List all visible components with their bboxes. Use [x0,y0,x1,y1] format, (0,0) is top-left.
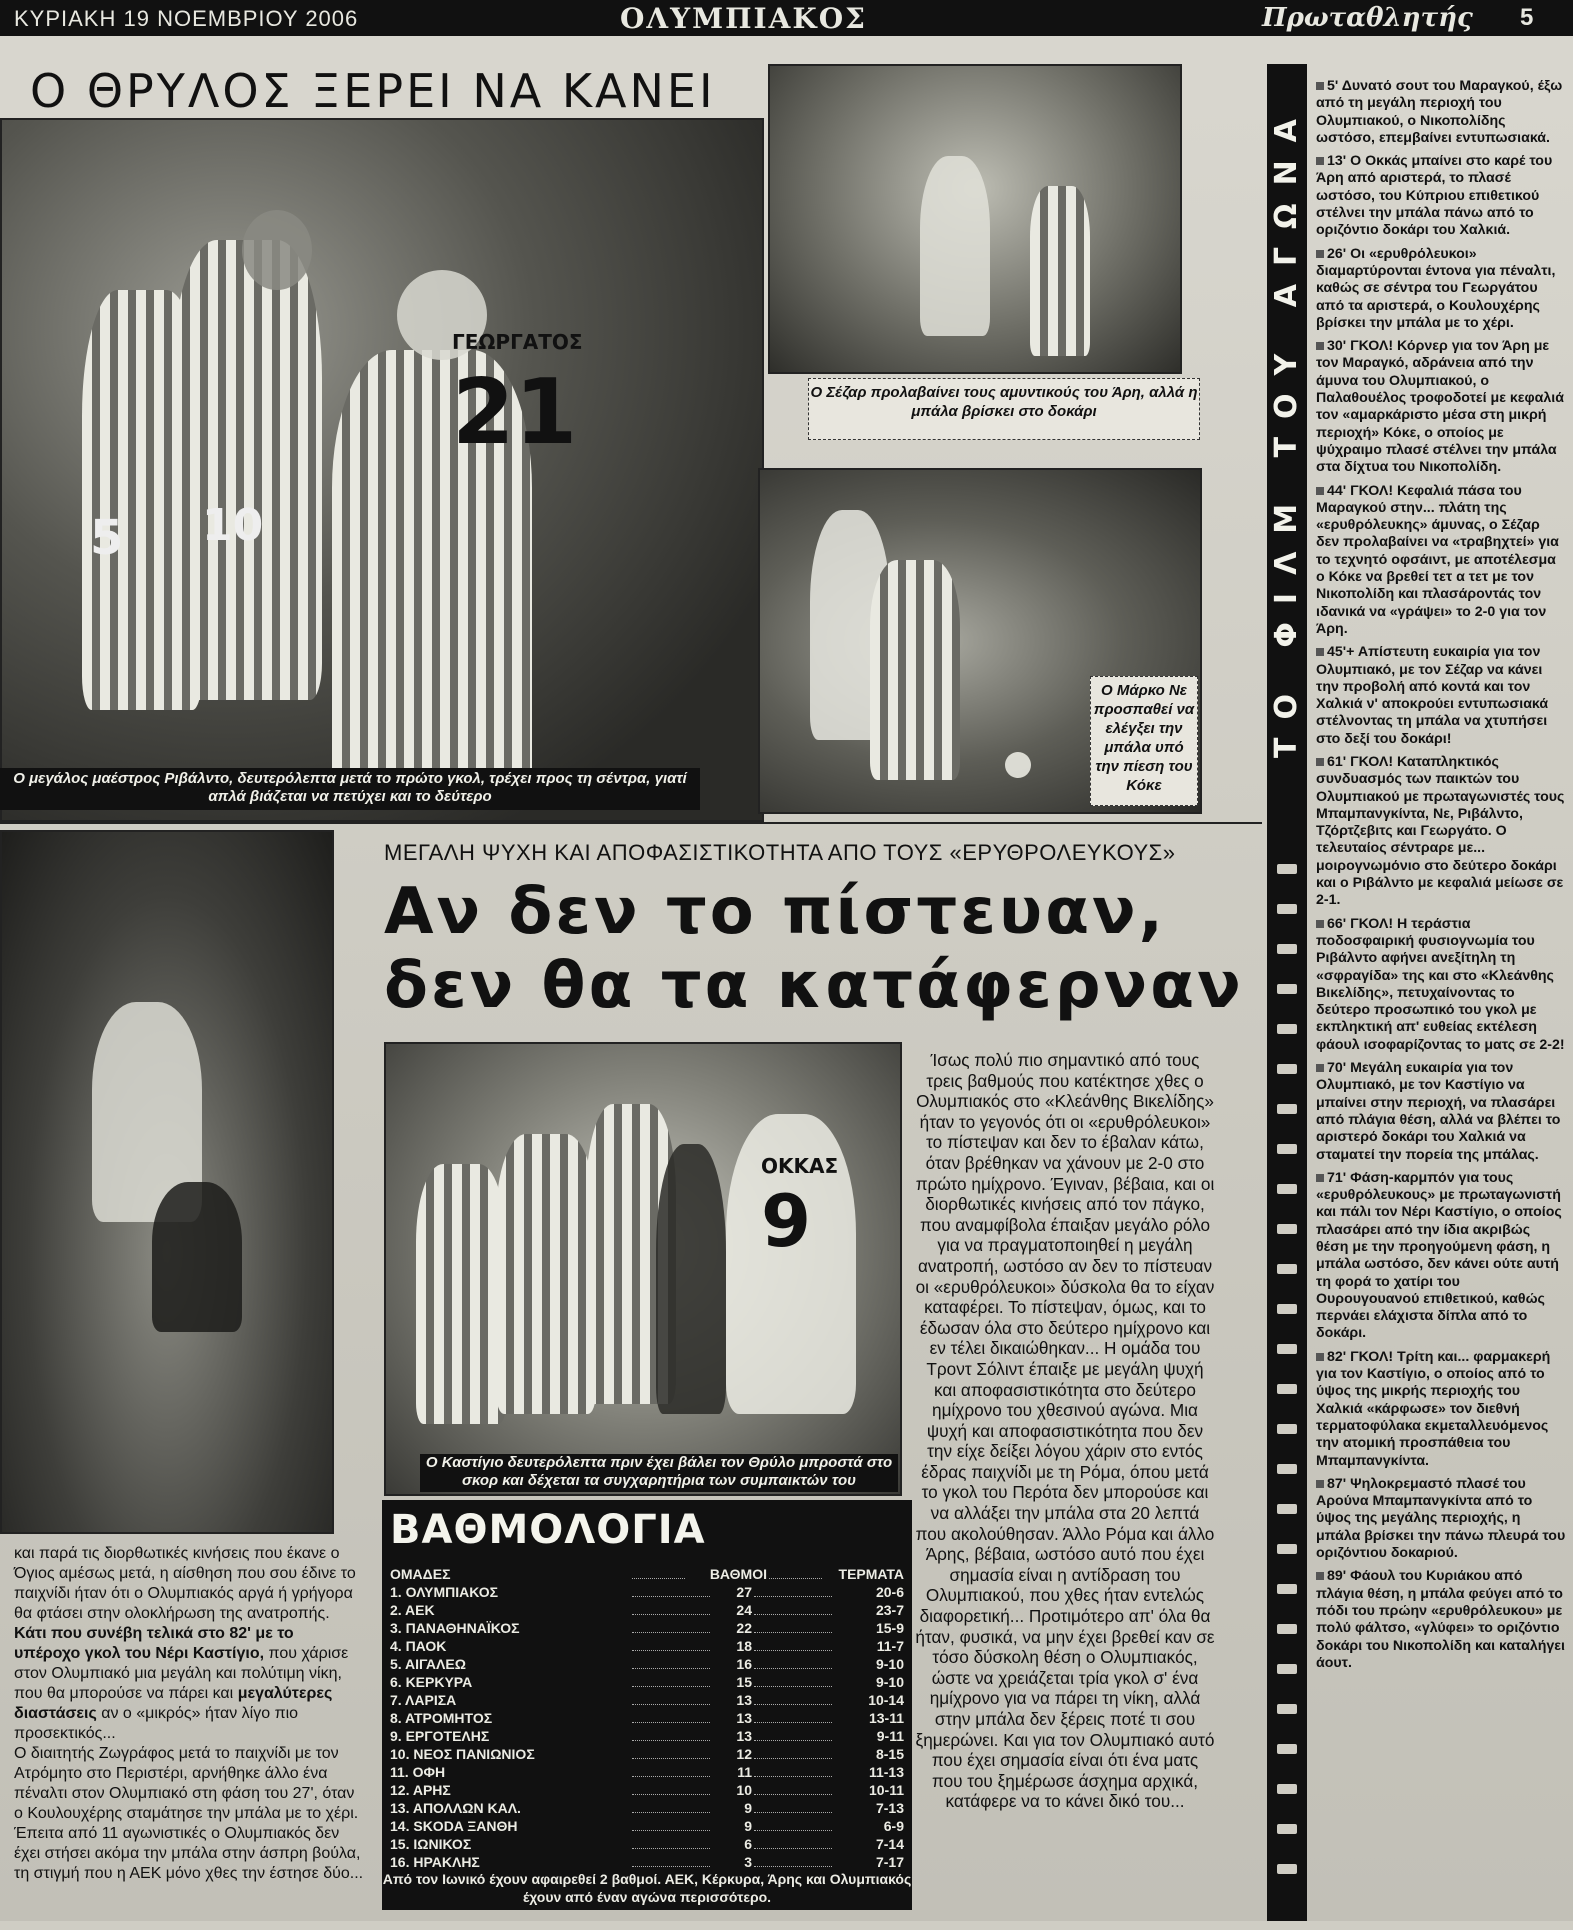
standings-title: ΒΑΘΜΟΛΟΓΙΑ [382,1500,912,1560]
standings-table [382,1500,912,1930]
standings-row: 7. ΛΑΡΙΣΑ 13 10-14 [390,1692,904,1708]
standings-row: 12. ΑΡΗΣ 10 10-11 [390,1782,904,1798]
timeline-item: 5' Δυνατό σουτ του Μαραγκού, έξω από τη μεγάλη περιοχή του Ολυμπιακού, ο Νικοπολίδης ωστόσο, επεμβαίνει εντυπωσιακά. [1316,78,1563,146]
jersey-number: 5 [90,510,124,566]
divider [0,822,1262,824]
match-timeline [1316,78,1566,1678]
timeline-item: 82' ΓΚΟΛ! Τρίτη και... φαρμακερή για τον Καστίγιο, ο οποίος από το ύψος της μικρής περιοχής του Χαλκιά «κάρφωσε» τον διεθνή τερματοφύλακα εκμεταλλευόμενος την ατομική προσπάθεια του Μπαμπανγκίντα. [1316,1348,1551,1469]
masthead [0,0,1573,36]
player-figure [416,1164,506,1424]
article-body-left: και παρά τις διορθωτικές κινήσεις που έκανε ο Όγιος αμέσως μετά, η αίσθηση που σου έδινε το παιχνίδι ήταν ότι ο Ολυμπιακός αργά ή γρήγορα θα φτάσει στην ολοκλήρωση της ανατροπής. Κάτι που συνέβη τελικά στο 82' με το υπέροχο γκολ του Νέρι Καστίγιο, που χάρισε στον Ολυμπιακό μια μεγάλη και πολύτιμη νίκη, που θα μπορούσε να πάρει και μεγαλύτερες διαστάσεις αν ο «μικρός» ήταν λίγο πιο προσεκτικός... Ο διαιτητής Ζωγράφος μετά το παιχνίδι με τον Ατρόμητο στο Περιστέρι, αρνήθηκε άλλο ένα πέναλτι στον Ολυμπιακό στη φάση του 27', όταν ο Κουλουχέρης σταμάτησε την μπάλα με το χέρι. Έπειτα από 11 αγωνιστικές ο Ολυμπιακός δεν έχει στήσει ακόμα την μπάλα στην άσπρη βούλα, τη στιγμή που η ΑΕΚ μόνο χθες την έστησε δύο... [14,1545,364,1882]
standings-row: 2. ΑΕΚ 24 23-7 [390,1602,904,1618]
player-figure [656,1144,726,1414]
timeline-item: 70' Μεγάλη ευκαιρία για τον Ολυμπιακό, με τον Καστίγιο να μπαίνει στην περιοχή, να πλασάρει από πλάγια θέση, αλλά να βλέπει το αριστερό δοκάρι του Χαλκιά να σταματεί την πορεία της μπάλας. [1316,1060,1561,1163]
standings-note: Από τον Ιωνικό έχουν αφαιρεθεί 2 βαθμοί. ΑΕΚ, Κέρκυρα, Άρης και Ολυμπιακός έχουν από έναν αγώνα περισσότερο. [382,1870,912,1910]
player-figure [172,240,322,700]
player-head [242,210,312,290]
top-story-title: Ο ΘΡΥΛΟΣ ΞΕΡΕΙ ΝΑ ΚΑΝΕΙ [30,64,716,118]
photo-rivaldo-celebration [0,118,764,822]
timeline-item: 66' ΓΚΟΛ! Η τεράστια ποδοσφαιρική φυσιογνωμία του Ριβάλντο αφήνει ανεξίτηλη τη «σφραγίδα» της και στο «Κλεάνθης Βικελίδης», πετυχαίνοντας το δεύτερο προσωπικό του γκολ με εκπληκτική απ' ευθείας εκτέλεση φάουλ ισοφαρίζοντας το ματς σε 2-2! [1316,915,1565,1053]
timeline-item: 71' Φάση-καρμπόν για τους «ερυθρόλευκους» με πρωταγωνιστή και πάλι τον Νέρι Καστίγιο, ο οποίος πλασάρει από την ίδια ακριβώς θέση με την προηγούμενη φάση, η μπάλα ωστόσο, δεν κάνει ούτε αυτή τη φορά το χατίρι του Ουρουγουανού επιθετικού, καθώς περνάει ελάχιστα δίπλα από το δοκάρι. [1316,1169,1562,1342]
player-figure [870,560,960,780]
jersey-number: 21 [452,360,578,465]
timeline-item: 44' ΓΚΟΛ! Κεφαλιά πάσα του Μαραγκού στην... πλάτη της «ερυθρόλευκης» άμυνας, ο Σέζαρ δεν προλαβαίνει να «τραβηχτεί» για το τεχνητό οφσάιντ, με αποτέλεσμα ο Κόκε να βρεθεί τετ α τετ με τον Νικοπολίδη και πλασάροντάς τον ιδανικά να «γράψει» το 2-0 για τον Άρη. [1316,482,1559,637]
photo-caption: Ο Σέζαρ προλαβαίνει τους αμυντικούς του Άρη, αλλά η μπάλα βρίσκει στο δοκάρι [808,378,1200,440]
jersey-number: 9 [761,1179,812,1263]
headline-line-2: δεν θα τα κατάφερναν [384,949,1244,1023]
standings-row: 6. ΚΕΡΚΥΡΑ 15 9-10 [390,1674,904,1690]
article-headline [384,875,1264,1023]
jersey-name: ΟΚΚΑΣ [761,1154,839,1178]
standings-row: 8. ΑΤΡΟΜΗΤΟΣ 13 13-11 [390,1710,904,1726]
jersey-name: ΓΕΩΡΓΑΤΟΣ [452,330,583,354]
player-figure [920,156,990,336]
standings-row: 1. ΟΛΥΜΠΙΑΚΟΣ 27 20-6 [390,1584,904,1600]
standings-row: 16. ΗΡΑΚΛΗΣ 3 7-17 [390,1854,904,1870]
timeline-item: 13' Ο Οκκάς μπαίνει στο καρέ του Άρη από αριστερά, το πλασέ ωστόσο, του Κύπριου επιθετικού στέλνει την μπάλα πάνω από το οριζόντιο δοκάρι του Χαλκιά. [1316,153,1553,239]
timeline-item: 45'+ Απίστευτη ευκαιρία για τον Ολυμπιακό, με τον Σέζαρ να κάνει την προβολή από κοντά και τον Χαλκιά ν' αποκρούει εντυπωσιακά στέλνοντας τη μπάλα να χτυπήσει στο δεξί του δοκάρι! [1316,644,1549,747]
standings-row: 15. ΙΩΝΙΚΟΣ 6 7-14 [390,1836,904,1852]
photo-castillo-celebration [384,1042,902,1496]
page-number: 5 [1520,4,1534,31]
standings-row: 10. ΝΕΟΣ ΠΑΝΙΩΝΙΟΣ 12 8-15 [390,1746,904,1762]
player-figure [496,1134,596,1414]
player-figure [1030,186,1090,356]
photo-caption: Ο μεγάλος μαέστρος Ριβάλντο, δευτερόλεπτα μετά το πρώτο γκολ, τρέχει προς τη σέντρα, γιατί απλά βιάζεται να πετύχει και το δεύτερο [0,768,700,810]
section-title: ΟΛΥΜΠΙΑΚΟΣ [620,2,867,35]
timeline-item: 87' Ψηλοκρεμαστό πλασέ του Αρούνα Μπαμπανγκίντα από το ύψος της μεγάλης περιοχής, η μπάλα βρίσκει την πάνω πλευρά του οριζόντιου δοκαριού. [1316,1475,1566,1562]
standings-header-row: ΟΜΑΔΕΣ ΒΑΘΜΟΙ ΤΕΡΜΑΤΑ [390,1566,904,1582]
standings-row: 13. ΑΠΟΛΛΩΝ ΚΑΛ. 9 7-13 [390,1800,904,1816]
standings-row: 9. ΕΡΓΟΤΕΛΗΣ 13 9-11 [390,1728,904,1744]
standings-row: 5. ΑΙΓΑΛΕΩ 16 9-10 [390,1656,904,1672]
photo-castillo-left [0,830,334,1534]
film-title: ΤΟ ΦΙΛΜ ΤΟΥ ΑΓΩΝΑ [1269,101,1304,759]
issue-date: ΚΥΡΙΑΚΗ 19 ΝΟΕΜΒΡΙΟΥ 2006 [14,6,359,31]
timeline-item: 30' ΓΚΟΛ! Κόρνερ για τον Άρη με τον Μαραγκό, αδράνεια από την άμυνα του Ολυμπιακού, ο Παλαθουέλος τροφοδοτεί με κεφαλιά τον «αμαρκάριστο μέσα στη μικρή περιοχή» Κόκε, ο οποίος με ψύχραιμο πλασέ στέλνει την μπάλα στα δίχτυα του Νικοπολίδη. [1316,338,1564,476]
photo-caption: Ο Μάρκο Νε προσπαθεί να ελέγξει την μπάλα υπό την πίεση του Κόκε [1090,676,1198,806]
newspaper-brand: Πρωταθλητής [1262,3,1473,33]
standings-row: 3. ΠΑΝΑΘΗΝΑΪΚΟΣ 22 15-9 [390,1620,904,1636]
photo-cesar-shot [768,64,1182,374]
standings-row: 11. ΟΦΗ 11 11-13 [390,1764,904,1780]
photo-caption: Ο Καστίγιο δευτερόλεπτα πριν έχει βάλει τον Θρύλο μπροστά στο σκορ και δέχεται τα συγχαρητήρια των συμπαικτών του [420,1454,898,1492]
standings-row: 14. SKODA ΞΑΝΘΗ 9 6-9 [390,1818,904,1834]
ball [1005,752,1031,778]
timeline-item: 61' ΓΚΟΛ! Καταπληκτικός συνδυασμός των παικτών του Ολυμπιακού με πρωταγωνιστές τους Μπαμπανγκίντα, Νε, Ριβάλντο, Τζόρτζεβιτς και Γεωργάτο. Ο τελευταίος σέντραρε με... μοιρογνωμόνιο στο δεύτερο δοκάρι και ο Ριβάλντο με κεφαλιά μείωσε σε 2-1. [1316,753,1565,909]
timeline-item: 26' Οι «ερυθρόλευκοι» διαμαρτύρονται έντονα για πέναλτι, καθώς σε σέντρα του Γεωργάτου από τα αριστερά, ο Κουλουχέρης βρίσκει την μπάλα με το χέρι. [1316,245,1556,331]
article-body-right: Ίσως πολύ πιο σημαντικό από τους τρεις βαθμούς που κατέκτησε χθες ο Ολυμπιακός στο «Κλεάνθης Βικελίδης» ήταν το γεγονός ότι οι «ερυθρόλευκοι» το πίστεψαν και δεν το έβαλαν κάτω, όταν βρέθηκαν να χάνουν με 2-0 στο πρώτο ημίχρονο. Έγιναν, βέβαια, και οι διορθωτικές κινήσεις από τον πάγκο, που αναμφίβολα έπαιξαν μεγάλο ρόλο για να πραγματοποιηθεί η μεγάλη ανατροπή, ωστόσο αν δεν το πίστευαν οι «ερυθρόλευκοι» δύσκολα θα το είχαν καταφέρει. Το πίστεψαν, όμως, και το έδωσαν όλα στο δεύτερο ημίχρονο και εν τέλει δικαιώθηκαν... Η ομάδα του Τροντ Σόλιντ έπαιξε με μεγάλη ψυχή και αποφασιστικότητα στο δεύτερο ημίχρονο του χθεσινού αγώνα. Μια ψυχή και αποφασιστικότητα που δεν την είχε δείξει λόγου χάριν στο εντός έδρας παιχνίδι με τη Ρόμα, όπου μετά το γκολ του Περότα δεν μπορούσε και να αλλάξει την μπάλα στα 20 λεπτά που ακολούθησαν. Άλλο Ρόμα και άλλο Άρης, βέβαια, ωστόσο αυτό που έχει σημασία είναι η αντίδραση του Ολυμπιακού, που χθες ήταν εντελώς διαφορετική... Προτιμότερο απ' όλα θα ήταν, φυσικά, να μην έχει βρεθεί καν σε τόσο δύσκολη θέση ο Ολυμπιακός, ώστε να χρειάζεται τρία γκολ σ' ένα ημίχρονο για να πάρει τη νίκη, αλλά στην μπάλα δεν ξέρεις ποτέ τι σου ξημερώνει. Και για τον Ολυμπιακό αυτό που έχει σημασία είναι ότι ένα ματς που του ξημέρωσε άσχημα αρχικά, κατάφερε να το κάνει δικό του... [915,1050,1215,1812]
headline-line-1: Αν δεν το πίστευαν, [384,875,1166,949]
standings-row: 4. ΠΑΟΚ 18 11-7 [390,1638,904,1654]
jersey-number: 10 [202,500,264,551]
timeline-item: 89' Φάουλ του Κυριάκου από πλάγια θέση, η μπάλα φεύγει από το πόδι του πρώην «ερυθρόλευκου» με πολύ φάλτσο, «γλύφει» το οριζόντιο δοκάρι του Νικοπολίδη και καταλήγει άουτ. [1316,1568,1565,1671]
article-kicker: ΜΕΓΑΛΗ ΨΥΧΗ ΚΑΙ ΑΠΟΦΑΣΙΣΤΙΚΟΤΗΤΑ ΑΠΟ ΤΟΥΣ «ΕΡΥΘΡΟΛΕΥΚΟΥΣ» [384,840,1176,865]
standings-body [382,1560,912,1870]
player-figure [152,1182,242,1332]
